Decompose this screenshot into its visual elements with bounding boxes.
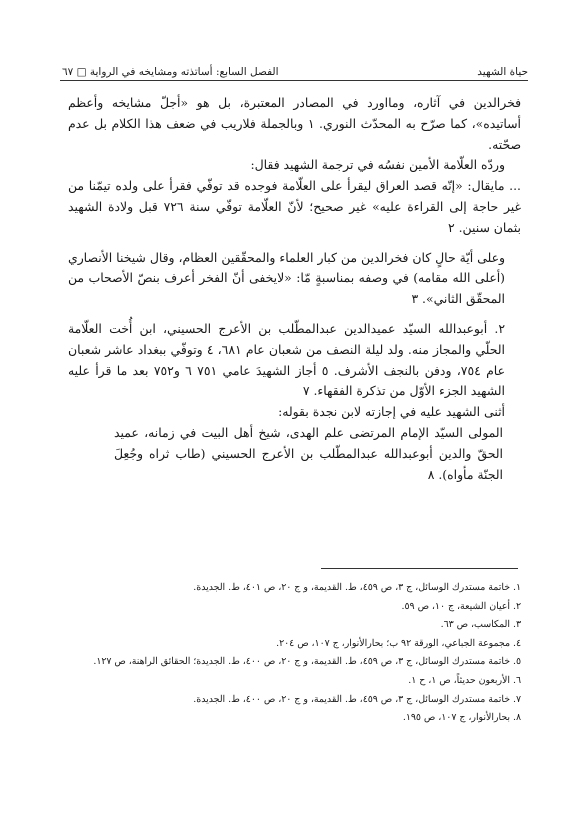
- spacer: [68, 310, 521, 319]
- footnote: ٣. المكاسب، ص ٦٣.: [440, 619, 521, 631]
- main-text: [68, 93, 521, 485]
- paragraph: فخرالدين في آثاره، ومااورد في المصادر المعتبرة، بل هو «أجلّ مشايخه وأعظم أساتيده»، كما صرّح به المحدّث النوري. ١ وبالجملة فلاريب في ضعف هذا الكلام بل عدم صحّته.: [68, 95, 521, 152]
- footnote: ٦. الأربعون حديثاً، ص ١، ح ١.: [408, 674, 521, 686]
- header-book-title: حياة الشهيد: [477, 66, 528, 78]
- header-chapter-title: الفصل السابع: أساتذته ومشايخه في الرواية □ ٦٧: [62, 66, 279, 78]
- paragraph: وردّه العلّامة الأمين نفسُه في ترجمة الشهيد فقال:: [250, 157, 505, 173]
- footnote: ١. خاتمة مستدرك الوسائل، ج ٣، ص ٤٥٩، ط. القديمة، و ج ٢٠، ص ٤٠١، ط. الجديدة.: [193, 582, 521, 593]
- list-item: ٢. أبوعبدالله السيّد عميدالدين عبدالمطّلب بن الأعرج الحسيني، ابن أُخت العلّامة الحلّي والمجاز منه. ولد ليلة النصف من شعبان عام ٦٨١، ٤ وتوفّي ببغداد عاشر شعبان عام ٧٥٤، ودفن بالنجف الأشرف. ٥ أجاز الشهيدَ عامي ٧٥١ ٦ و٧٥٢ بعد ما قرأ عليه الشهيد الجزء الأوّل من تذكرة الفقهاء. ٧: [68, 320, 505, 399]
- paragraph: أثنى الشهيد عليه في إجازته لابن نجدة بقوله:: [278, 404, 505, 420]
- footnote-rule: [321, 568, 518, 569]
- footnote: ٥. خاتمة مستدرك الوسائل، ج ٣، ص ٤٥٩، ط. القديمة، و ج ٢٠، ص ٤٠٠، ط. الجديدة؛ الحقائق الراهنة، ص ١٢٧.: [93, 656, 521, 668]
- block-quote: المولى السيّد الإمام المرتضى علم الهدى، شيخ أهل البيت في زمانه، عميد الحقّ والدين أبوعبدالله عبدالمطّلب بن الأعرج الحسيني (طاب ثراه وجُعِلَ الجنّة مأواه). ٨: [114, 424, 503, 482]
- footnotes: [70, 579, 521, 728]
- footnote: ٨. بحارالأنوار، ج ١٠٧، ص ١٩٥.: [402, 712, 521, 724]
- block-quote: ... مايقال: «إنّه قصد العراق ليقرأ على العلّامة فوجده قد توفّي فقرأ على ولده تيمّنا من غير حاجة إلى القراءة عليه» غير صحيح؛ لأنّ العلّامة توفّي سنة ٧٢٦ قبل ولادة الشهيد بثمان سنين. ٢: [68, 178, 521, 235]
- spacer: [68, 239, 521, 248]
- paragraph: وعلى أيّة حالٍ كان فخرالدين من كبار العلماء والمحقّقين العظام، وقال شيخنا الأنصاري (أعلى الله مقامه) في وصفه بمناسبةٍ مّا: «لايخفى أنّ الفخر أعرف بنصّ الأصحاب من المحقّق الثاني». ٣: [68, 249, 505, 307]
- footnote: ٧. خاتمة مستدرك الوسائل، ج ٣، ص ٤٥٩، ط. القديمة، و ج ٢٠، ص ٤٠٠، ط. الجديدة.: [193, 693, 521, 705]
- footnote: ٢. أعيان الشيعة، ج ١٠، ص ٥٩.: [401, 600, 521, 612]
- running-header: [62, 58, 528, 78]
- footnote: ٤. مجموعة الجباعي، الورقة ٩٢ ب؛ بحارالأنوار، ج ١٠٧، ص ٢٠٤.: [276, 637, 521, 649]
- header-rule: [60, 80, 528, 81]
